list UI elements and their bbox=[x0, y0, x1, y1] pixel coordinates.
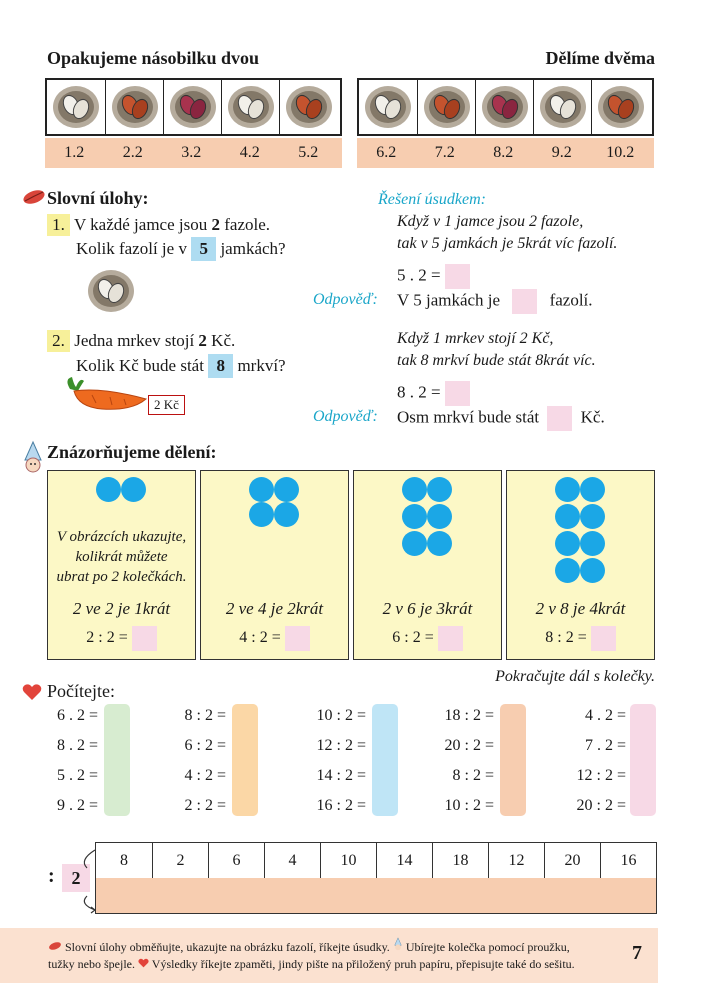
exercise: 14 : 2 = bbox=[316, 767, 366, 784]
note-line: V obrázcích ukazujte, bbox=[56, 529, 187, 545]
problem-text: jamkách? bbox=[216, 239, 286, 258]
footer-line: tužky nebo špejle. bbox=[48, 957, 135, 971]
number-cell: 14 bbox=[376, 843, 432, 879]
circle-dot bbox=[121, 477, 146, 502]
reasoning-line: tak 8 mrkví bude stát 8krát víc. bbox=[397, 352, 596, 369]
problem-number: 2. bbox=[47, 330, 70, 352]
bean-labels-right bbox=[357, 138, 654, 168]
problem-text: Jedna mrkev stojí bbox=[74, 331, 199, 350]
exercise: 7 . 2 = bbox=[584, 737, 626, 754]
number-box: 5 bbox=[191, 237, 216, 261]
exercise: 8 : 2 = bbox=[452, 767, 494, 784]
number-box: 8 bbox=[208, 354, 233, 378]
circle-dot bbox=[555, 477, 580, 502]
reasoning-line: Když v 1 jamce jsou 2 fazole, bbox=[397, 213, 584, 230]
bean-hole-icon bbox=[47, 80, 105, 134]
answer-line-1 bbox=[397, 289, 593, 314]
circle-dot bbox=[427, 504, 452, 529]
division-panel-4 bbox=[506, 470, 655, 660]
division-panel-1 bbox=[47, 470, 196, 660]
exercise: 8 . 2 = bbox=[56, 737, 98, 754]
answer-box[interactable] bbox=[445, 381, 470, 406]
bean-label: 7.2 bbox=[434, 144, 455, 161]
problem-text: mrkví? bbox=[233, 356, 286, 375]
exercise: 10 : 2 = bbox=[316, 707, 366, 724]
division-panel-3 bbox=[353, 470, 502, 660]
section-title-right: Dělíme dvěma bbox=[545, 48, 655, 68]
bean-label: 2.2 bbox=[122, 144, 143, 161]
answer-strip[interactable] bbox=[232, 704, 258, 816]
circle-dot bbox=[402, 531, 427, 556]
circle-dot bbox=[274, 502, 299, 527]
number-cell: 2 bbox=[152, 843, 208, 879]
curved-arrow-icon bbox=[75, 846, 99, 921]
answer-strip[interactable] bbox=[372, 704, 398, 816]
reasoning-line: Když 1 mrkev stojí 2 Kč, bbox=[397, 330, 554, 347]
answer-text: Kč. bbox=[580, 407, 605, 427]
panel-caption: 2 v 6 je 3krát bbox=[382, 599, 473, 618]
bean-labels-left bbox=[45, 138, 342, 168]
page-number: 7 bbox=[632, 942, 642, 964]
problem-text: Kč. bbox=[206, 331, 236, 350]
exercise: 6 : 2 = bbox=[184, 737, 226, 754]
price-tag: 2 Kč bbox=[148, 395, 185, 415]
exercise: 8 : 2 = bbox=[184, 707, 226, 724]
circle-dot bbox=[427, 531, 452, 556]
gnome-icon bbox=[22, 440, 44, 479]
bean-hole-icon bbox=[163, 80, 221, 134]
circle-dot bbox=[580, 504, 605, 529]
number-cell: 20 bbox=[544, 843, 600, 879]
bean-hole-icon bbox=[221, 80, 279, 134]
equation-text: 5 . 2 = bbox=[397, 265, 441, 285]
panel-caption: 2 v 8 je 4krát bbox=[535, 599, 626, 618]
section-title-left: Opakujeme násobilku dvou bbox=[47, 48, 260, 68]
bean-hole-icon bbox=[533, 80, 591, 134]
exercise: 16 : 2 = bbox=[316, 797, 366, 814]
circle-dot bbox=[249, 502, 274, 527]
panel-note bbox=[48, 527, 195, 587]
bean-hole-icon bbox=[591, 80, 649, 134]
problem-text: fazole. bbox=[219, 215, 271, 234]
answer-box[interactable] bbox=[591, 626, 616, 651]
number-cell: 4 bbox=[264, 843, 320, 879]
problem-text: V každé jamce jsou bbox=[73, 215, 212, 234]
circle-dot bbox=[402, 477, 427, 502]
divisor-box: 2 bbox=[62, 864, 90, 892]
bean-label: 1.2 bbox=[64, 144, 85, 161]
footer-text bbox=[48, 937, 608, 973]
answer-box[interactable] bbox=[512, 289, 537, 314]
answer-line-2 bbox=[397, 406, 605, 431]
panel-equation bbox=[201, 626, 348, 651]
exercise: 9 . 2 = bbox=[56, 797, 98, 814]
equation-text: 8 . 2 = bbox=[397, 382, 441, 402]
bean-row-left bbox=[45, 78, 342, 136]
bean-leaf-icon bbox=[22, 188, 46, 211]
circle-dot bbox=[580, 531, 605, 556]
bean-leaf-icon bbox=[48, 940, 62, 954]
panel-caption: 2 ve 2 je 1krát bbox=[72, 599, 171, 618]
bean-hole-icon bbox=[359, 80, 417, 134]
circle-dot bbox=[274, 477, 299, 502]
exercise: 12 : 2 = bbox=[316, 737, 366, 754]
bean-label: 9.2 bbox=[551, 144, 572, 161]
note-line: ubrat po 2 kolečkách. bbox=[56, 569, 187, 585]
exercise: 12 : 2 = bbox=[576, 767, 626, 784]
bean-label: 3.2 bbox=[181, 144, 202, 161]
problem-text: Kolik Kč bude stát bbox=[76, 356, 209, 375]
circle-dot bbox=[580, 477, 605, 502]
circle-dot bbox=[555, 531, 580, 556]
equation-text: 4 : 2 = bbox=[239, 629, 281, 647]
panel-equation bbox=[48, 626, 195, 651]
answer-strip[interactable] bbox=[500, 704, 526, 816]
note-line: kolikrát můžete bbox=[75, 549, 168, 565]
exercise: 2 : 2 = bbox=[184, 797, 226, 814]
bean-row-right bbox=[357, 78, 654, 136]
answer-text: V 5 jamkách je bbox=[397, 290, 501, 310]
answer-label: Odpověď: bbox=[313, 291, 378, 308]
reasoning-title: Řešení úsudkem: bbox=[378, 191, 486, 208]
exercise: 18 : 2 = bbox=[444, 707, 494, 724]
exercise: 5 . 2 = bbox=[56, 767, 98, 784]
reasoning-equation-2 bbox=[397, 381, 470, 406]
circle-dot bbox=[249, 477, 274, 502]
answer-strip[interactable] bbox=[104, 704, 130, 816]
problem-1-question bbox=[76, 237, 286, 261]
answer-box[interactable] bbox=[285, 626, 310, 651]
equation-text: 2 : 2 = bbox=[86, 629, 128, 647]
circle-dot bbox=[555, 504, 580, 529]
result-row[interactable] bbox=[95, 878, 657, 914]
exercise: 6 . 2 = bbox=[56, 707, 98, 724]
answer-box[interactable] bbox=[438, 626, 463, 651]
footer-note bbox=[0, 928, 658, 983]
bean-hole-icon bbox=[105, 80, 163, 134]
exercise: 20 : 2 = bbox=[444, 737, 494, 754]
answer-box[interactable] bbox=[132, 626, 157, 651]
exercise: 20 : 2 = bbox=[576, 797, 626, 814]
reasoning-line: tak v 5 jamkách je 5krát víc fazolí. bbox=[397, 235, 618, 252]
number-table bbox=[95, 842, 657, 879]
exercise: 4 : 2 = bbox=[184, 767, 226, 784]
answer-text: Osm mrkví bude stát bbox=[397, 407, 540, 427]
exercise: 4 . 2 = bbox=[584, 707, 626, 724]
number-cell: 16 bbox=[600, 843, 656, 879]
number-cell: 12 bbox=[488, 843, 544, 879]
equation-text: 8 : 2 = bbox=[545, 629, 587, 647]
bean-label: 10.2 bbox=[606, 144, 635, 161]
division-panel-2 bbox=[200, 470, 349, 660]
answer-box[interactable] bbox=[547, 406, 572, 431]
circle-dot bbox=[427, 477, 452, 502]
bean-label: 5.2 bbox=[298, 144, 319, 161]
problem-number: 1. bbox=[47, 214, 70, 236]
bean-hole-icon bbox=[417, 80, 475, 134]
answer-label: Odpověď: bbox=[313, 408, 378, 425]
answer-box[interactable] bbox=[445, 264, 470, 289]
answer-text: fazolí. bbox=[549, 290, 593, 310]
bean-hole-icon bbox=[475, 80, 533, 134]
continue-note: Pokračujte dál s kolečky. bbox=[495, 668, 655, 685]
circle-dot bbox=[402, 504, 427, 529]
footer-line: Slovní úlohy obměňujte, ukazujte na obrázku fazolí, říkejte úsudky. bbox=[65, 940, 390, 954]
bean-hole-icon bbox=[279, 80, 337, 134]
circle-dot bbox=[555, 558, 580, 583]
reasoning-equation-1 bbox=[397, 264, 470, 289]
bean-label: 8.2 bbox=[493, 144, 514, 161]
exercise: 10 : 2 = bbox=[444, 797, 494, 814]
heart-icon bbox=[22, 683, 42, 706]
problem-bold-number: 2 bbox=[198, 331, 207, 350]
bean-label: 4.2 bbox=[239, 144, 260, 161]
number-cell: 10 bbox=[320, 843, 376, 879]
number-cell: 18 bbox=[432, 843, 488, 879]
gnome-icon bbox=[393, 940, 403, 954]
problem-2 bbox=[47, 330, 235, 352]
panel-equation bbox=[354, 626, 501, 651]
carrot-icon bbox=[62, 375, 148, 420]
bean-label: 6.2 bbox=[376, 144, 397, 161]
footer-line: Ubírejte kolečka pomocí proužku, bbox=[405, 940, 570, 954]
panel-equation bbox=[507, 626, 654, 651]
problem-text: Kolik fazolí je v bbox=[76, 239, 192, 258]
problem-bold-number: 2 bbox=[211, 215, 220, 234]
answer-strip[interactable] bbox=[630, 704, 656, 816]
heart-icon bbox=[138, 957, 149, 971]
compute-title: Počítejte: bbox=[47, 681, 115, 701]
circle-dot bbox=[96, 477, 121, 502]
division-title: Znázorňujeme dělení: bbox=[47, 442, 217, 462]
panel-caption: 2 ve 4 je 2krát bbox=[225, 599, 324, 618]
operator-sign: : bbox=[48, 865, 55, 887]
equation-text: 6 : 2 = bbox=[392, 629, 434, 647]
number-cell: 8 bbox=[120, 852, 128, 869]
number-cell: 6 bbox=[208, 843, 264, 879]
bean-hole-icon bbox=[86, 267, 136, 320]
word-problems-title: Slovní úlohy: bbox=[47, 188, 149, 208]
circle-dot bbox=[580, 558, 605, 583]
problem-1 bbox=[47, 214, 270, 236]
footer-line: Výsledky říkejte zpaměti, jindy pište na přiložený pruh papíru, přepisujte také do sešitu. bbox=[151, 957, 575, 971]
